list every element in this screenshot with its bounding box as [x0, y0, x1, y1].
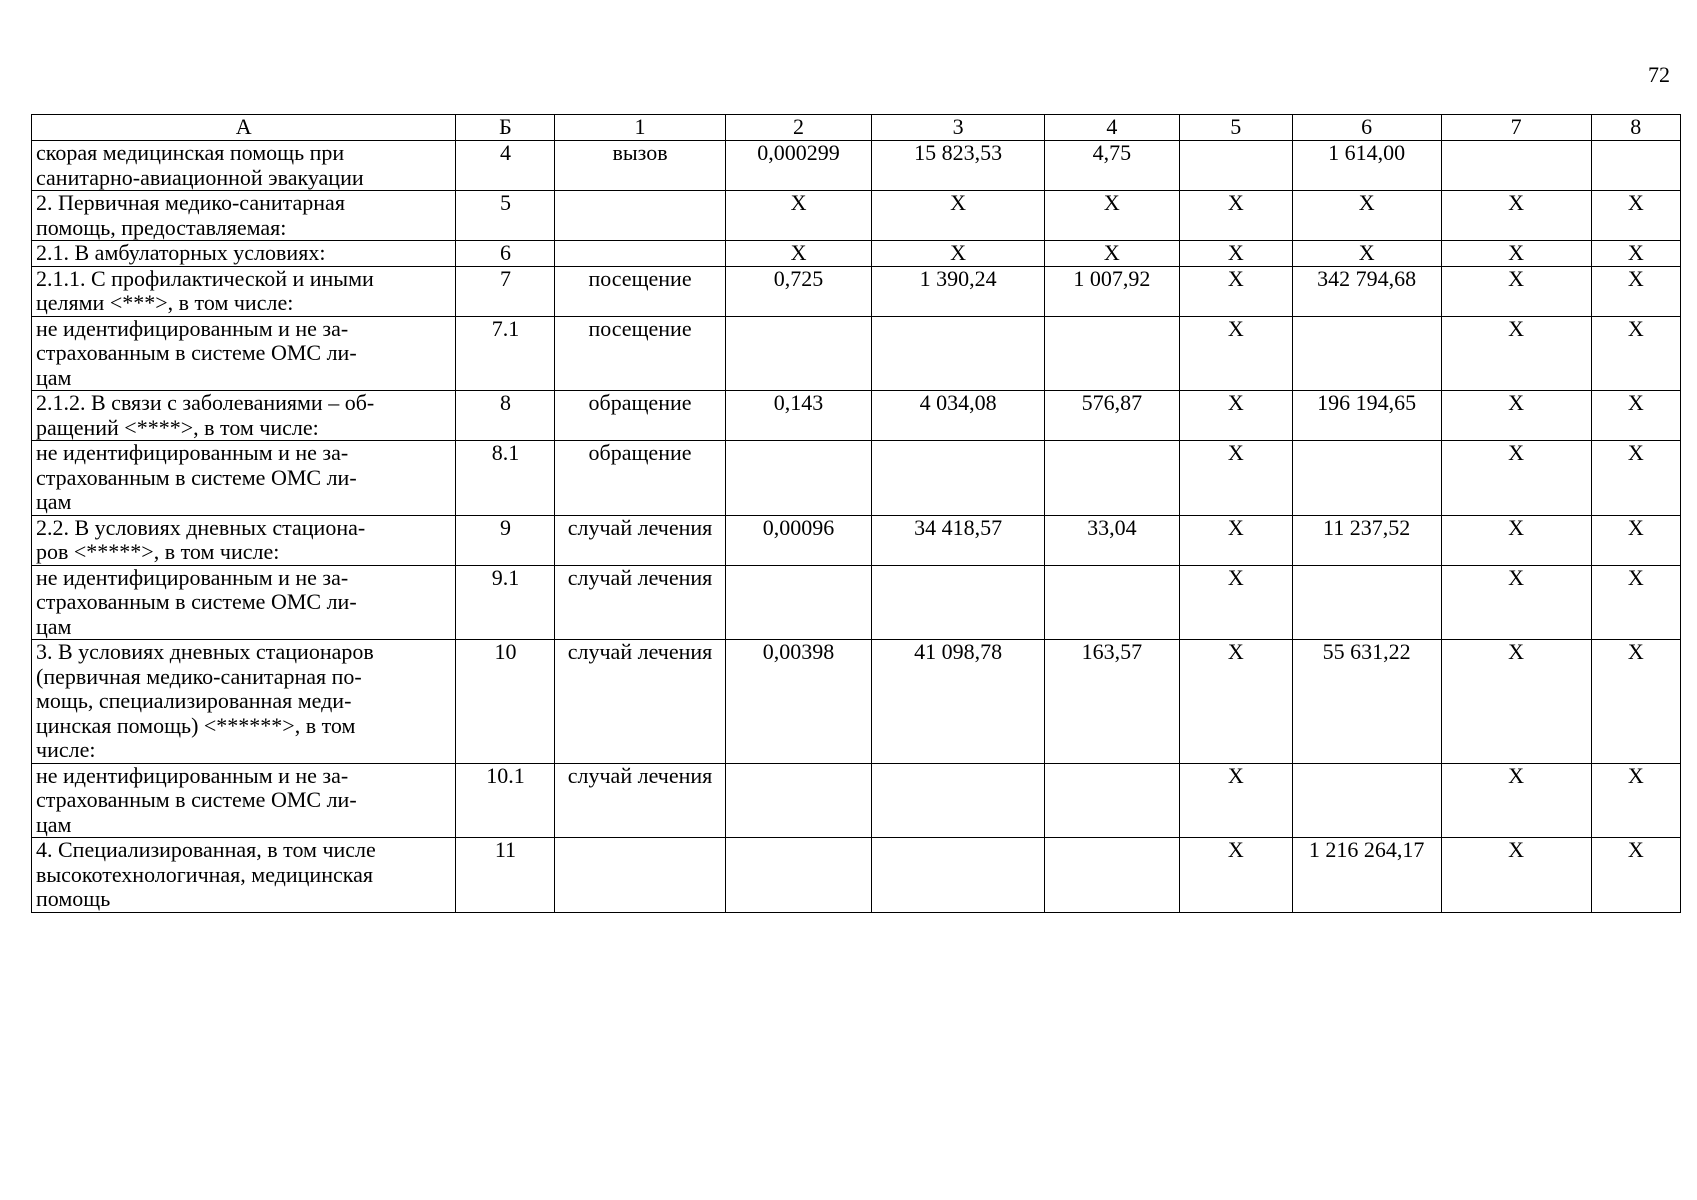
row-name-line: санитарно-авиационной эвакуации	[36, 164, 364, 190]
cell-unit: случай лечения	[555, 640, 725, 764]
row-name-line: 2.1.1. С профилактической и иными	[36, 266, 374, 291]
cell-col-5: X	[1179, 441, 1292, 516]
cell-col-4	[1044, 838, 1179, 913]
cell-col-4	[1044, 316, 1179, 391]
table-row	[32, 316, 1681, 391]
row-name-line: страхованным в системе ОМС ли-	[36, 464, 357, 490]
cell-unit: посещение	[555, 266, 725, 316]
row-name-line: 3. В условиях дневных стационаров	[36, 639, 374, 664]
cell-col-5	[1179, 141, 1292, 191]
cell-col-5: X	[1179, 266, 1292, 316]
row-name-line: цам	[36, 613, 72, 639]
cell-col-7	[1441, 141, 1591, 191]
row-name-line: цам	[36, 364, 72, 390]
cell-code: 7	[456, 266, 555, 316]
cell-col-5: X	[1179, 391, 1292, 441]
header-cell-a: А	[32, 115, 456, 141]
table-row	[32, 391, 1681, 441]
cell-col-6	[1292, 316, 1441, 391]
row-name-line: не идентифицированным и не за-	[36, 565, 349, 590]
cell-col-6	[1292, 441, 1441, 516]
cell-col-4: 4,75	[1044, 141, 1179, 191]
cell-col-8: X	[1591, 191, 1680, 241]
header-cell-5: 5	[1179, 115, 1292, 141]
row-name-cell	[32, 763, 456, 838]
row-name-line: не идентифицированным и не за-	[36, 316, 349, 341]
cell-col-2: 0,725	[725, 266, 872, 316]
cell-col-6: 196 194,65	[1292, 391, 1441, 441]
row-name-line: страхованным в системе ОМС ли-	[36, 787, 357, 812]
cell-col-5: X	[1179, 838, 1292, 913]
page-number: 72	[1648, 62, 1670, 87]
cell-col-2: 0,00096	[725, 515, 872, 565]
cell-col-4: 576,87	[1044, 391, 1179, 441]
table-row	[32, 640, 1681, 764]
row-name-line: скорая медицинская помощь при	[36, 140, 345, 165]
row-name-line: страхованным в системе ОМС ли-	[36, 589, 357, 614]
cell-col-3: 41 098,78	[872, 640, 1044, 764]
cell-code: 8	[456, 391, 555, 441]
cell-col-3	[872, 763, 1044, 838]
header-cell-6: 6	[1292, 115, 1441, 141]
cell-unit: случай лечения	[555, 515, 725, 565]
header-cell-2: 2	[725, 115, 872, 141]
row-name-cell	[32, 266, 456, 316]
cell-col-8: X	[1591, 565, 1680, 640]
row-name-cell	[32, 391, 456, 441]
row-name-line: цам	[36, 489, 72, 514]
table-row	[32, 266, 1681, 316]
cell-col-6: 1 614,00	[1292, 141, 1441, 191]
cell-unit	[555, 838, 725, 913]
cell-col-8: X	[1591, 241, 1680, 267]
cell-col-5: X	[1179, 640, 1292, 764]
cell-unit: вызов	[555, 141, 725, 191]
cell-col-2	[725, 441, 872, 516]
row-name-line: ращений <****>, в том числе:	[36, 414, 319, 440]
row-name-line: 2.2. В условиях дневных стациона-	[36, 515, 366, 540]
row-name-line: 2.1.2. В связи с заболеваниями – об-	[36, 390, 375, 415]
cell-col-2: X	[725, 241, 872, 267]
cell-col-2: X	[725, 191, 872, 241]
cell-col-4: 1 007,92	[1044, 266, 1179, 316]
row-name-line: помощь, предоставляемая:	[36, 214, 287, 240]
cell-col-3	[872, 565, 1044, 640]
row-name-line: целями <***>, в том числе:	[36, 290, 294, 315]
cell-col-6: 342 794,68	[1292, 266, 1441, 316]
row-name-line: числе:	[36, 737, 96, 762]
cell-col-4	[1044, 441, 1179, 516]
row-name-cell	[32, 141, 456, 191]
cell-code: 10.1	[456, 763, 555, 838]
cell-col-8: X	[1591, 763, 1680, 838]
cell-col-2	[725, 316, 872, 391]
row-name-line: страхованным в системе ОМС ли-	[36, 340, 357, 365]
cell-col-3: X	[872, 191, 1044, 241]
header-cell-8: 8	[1591, 115, 1680, 141]
table-row	[32, 838, 1681, 913]
cell-code: 4	[456, 141, 555, 191]
cell-code: 9.1	[456, 565, 555, 640]
cell-col-7: X	[1441, 763, 1591, 838]
cell-col-7: X	[1441, 640, 1591, 764]
table-row	[32, 515, 1681, 565]
cell-col-6: 1 216 264,17	[1292, 838, 1441, 913]
cell-col-5: X	[1179, 316, 1292, 391]
cell-col-7: X	[1441, 838, 1591, 913]
row-name-line: не идентифицированным и не за-	[36, 763, 349, 788]
cell-col-7: X	[1441, 241, 1591, 267]
table-row	[32, 441, 1681, 516]
cell-col-7: X	[1441, 515, 1591, 565]
cell-col-7: X	[1441, 565, 1591, 640]
cell-col-4	[1044, 565, 1179, 640]
row-name-line: (первичная медико-санитарная по-	[36, 663, 362, 689]
cell-col-5: X	[1179, 241, 1292, 267]
table-row	[32, 141, 1681, 191]
cell-unit: посещение	[555, 316, 725, 391]
row-name-line: цинская помощь) <******>, в том	[36, 712, 356, 738]
cell-col-6	[1292, 565, 1441, 640]
table-body	[32, 141, 1681, 913]
row-name-cell	[32, 316, 456, 391]
cell-col-6: 11 237,52	[1292, 515, 1441, 565]
cell-col-7: X	[1441, 441, 1591, 516]
header-cell-b: Б	[456, 115, 555, 141]
cell-code: 11	[456, 838, 555, 913]
cell-col-6: 55 631,22	[1292, 640, 1441, 764]
cell-col-6: X	[1292, 241, 1441, 267]
cell-code: 6	[456, 241, 555, 267]
cell-col-7: X	[1441, 266, 1591, 316]
cell-col-8: X	[1591, 838, 1680, 913]
cell-unit: обращение	[555, 441, 725, 516]
cell-unit	[555, 241, 725, 267]
cell-col-2	[725, 763, 872, 838]
row-name-cell	[32, 515, 456, 565]
cell-unit: случай лечения	[555, 565, 725, 640]
cell-col-4: 163,57	[1044, 640, 1179, 764]
cell-col-8	[1591, 141, 1680, 191]
cell-code: 10	[456, 640, 555, 764]
cell-col-5: X	[1179, 565, 1292, 640]
cell-col-2: 0,00398	[725, 640, 872, 764]
cell-code: 9	[456, 515, 555, 565]
row-name-line: высокотехнологичная, медицинская	[36, 861, 373, 887]
cell-col-3: 1 390,24	[872, 266, 1044, 316]
cell-col-3: 34 418,57	[872, 515, 1044, 565]
cell-col-3	[872, 316, 1044, 391]
cell-col-2: 0,000299	[725, 141, 872, 191]
cell-col-7: X	[1441, 391, 1591, 441]
row-name-cell	[32, 838, 456, 913]
cell-col-5: X	[1179, 191, 1292, 241]
row-name-line: 2.1. В амбулаторных условиях:	[36, 240, 326, 265]
row-name-cell	[32, 640, 456, 764]
cell-col-2	[725, 565, 872, 640]
cell-col-4	[1044, 763, 1179, 838]
row-name-line: 2. Первичная медико-санитарная	[36, 190, 345, 215]
cell-code: 7.1	[456, 316, 555, 391]
cell-col-8: X	[1591, 391, 1680, 441]
row-name-line: мощь, специализированная меди-	[36, 688, 352, 713]
header-cell-3: 3	[872, 115, 1044, 141]
cell-col-8: X	[1591, 316, 1680, 391]
cell-unit: случай лечения	[555, 763, 725, 838]
cell-col-8: X	[1591, 515, 1680, 565]
cell-col-2	[725, 838, 872, 913]
cell-col-5: X	[1179, 763, 1292, 838]
cell-col-6	[1292, 763, 1441, 838]
table-row	[32, 763, 1681, 838]
cell-col-3	[872, 838, 1044, 913]
data-table	[31, 114, 1681, 913]
row-name-line: цам	[36, 811, 72, 837]
table-header	[32, 115, 1681, 141]
table-row	[32, 565, 1681, 640]
cell-col-8: X	[1591, 266, 1680, 316]
cell-code: 8.1	[456, 441, 555, 516]
row-name-cell	[32, 565, 456, 640]
cell-col-3: X	[872, 241, 1044, 267]
cell-col-3: 15 823,53	[872, 141, 1044, 191]
cell-col-8: X	[1591, 640, 1680, 764]
cell-col-4: X	[1044, 241, 1179, 267]
header-cell-1: 1	[555, 115, 725, 141]
cell-unit: обращение	[555, 391, 725, 441]
header-cell-7: 7	[1441, 115, 1591, 141]
cell-col-5: X	[1179, 515, 1292, 565]
cell-code: 5	[456, 191, 555, 241]
cell-col-3: 4 034,08	[872, 391, 1044, 441]
cell-col-7: X	[1441, 191, 1591, 241]
row-name-line: ров <*****>, в том числе:	[36, 539, 280, 564]
cell-col-6: X	[1292, 191, 1441, 241]
row-name-line: не идентифицированным и не за-	[36, 440, 349, 465]
cell-col-3	[872, 441, 1044, 516]
row-name-line: 4. Специализированная, в том числе	[36, 837, 376, 862]
cell-col-2: 0,143	[725, 391, 872, 441]
row-name-cell	[32, 191, 456, 241]
cell-col-4: 33,04	[1044, 515, 1179, 565]
cell-col-7: X	[1441, 316, 1591, 391]
table-row	[32, 241, 1681, 267]
header-row	[32, 115, 1681, 141]
cell-col-4: X	[1044, 191, 1179, 241]
cell-unit	[555, 191, 725, 241]
row-name-cell	[32, 241, 456, 267]
table-row	[32, 191, 1681, 241]
header-cell-4: 4	[1044, 115, 1179, 141]
row-name-cell	[32, 441, 456, 516]
cell-col-8: X	[1591, 441, 1680, 516]
row-name-line: помощь	[36, 886, 111, 911]
